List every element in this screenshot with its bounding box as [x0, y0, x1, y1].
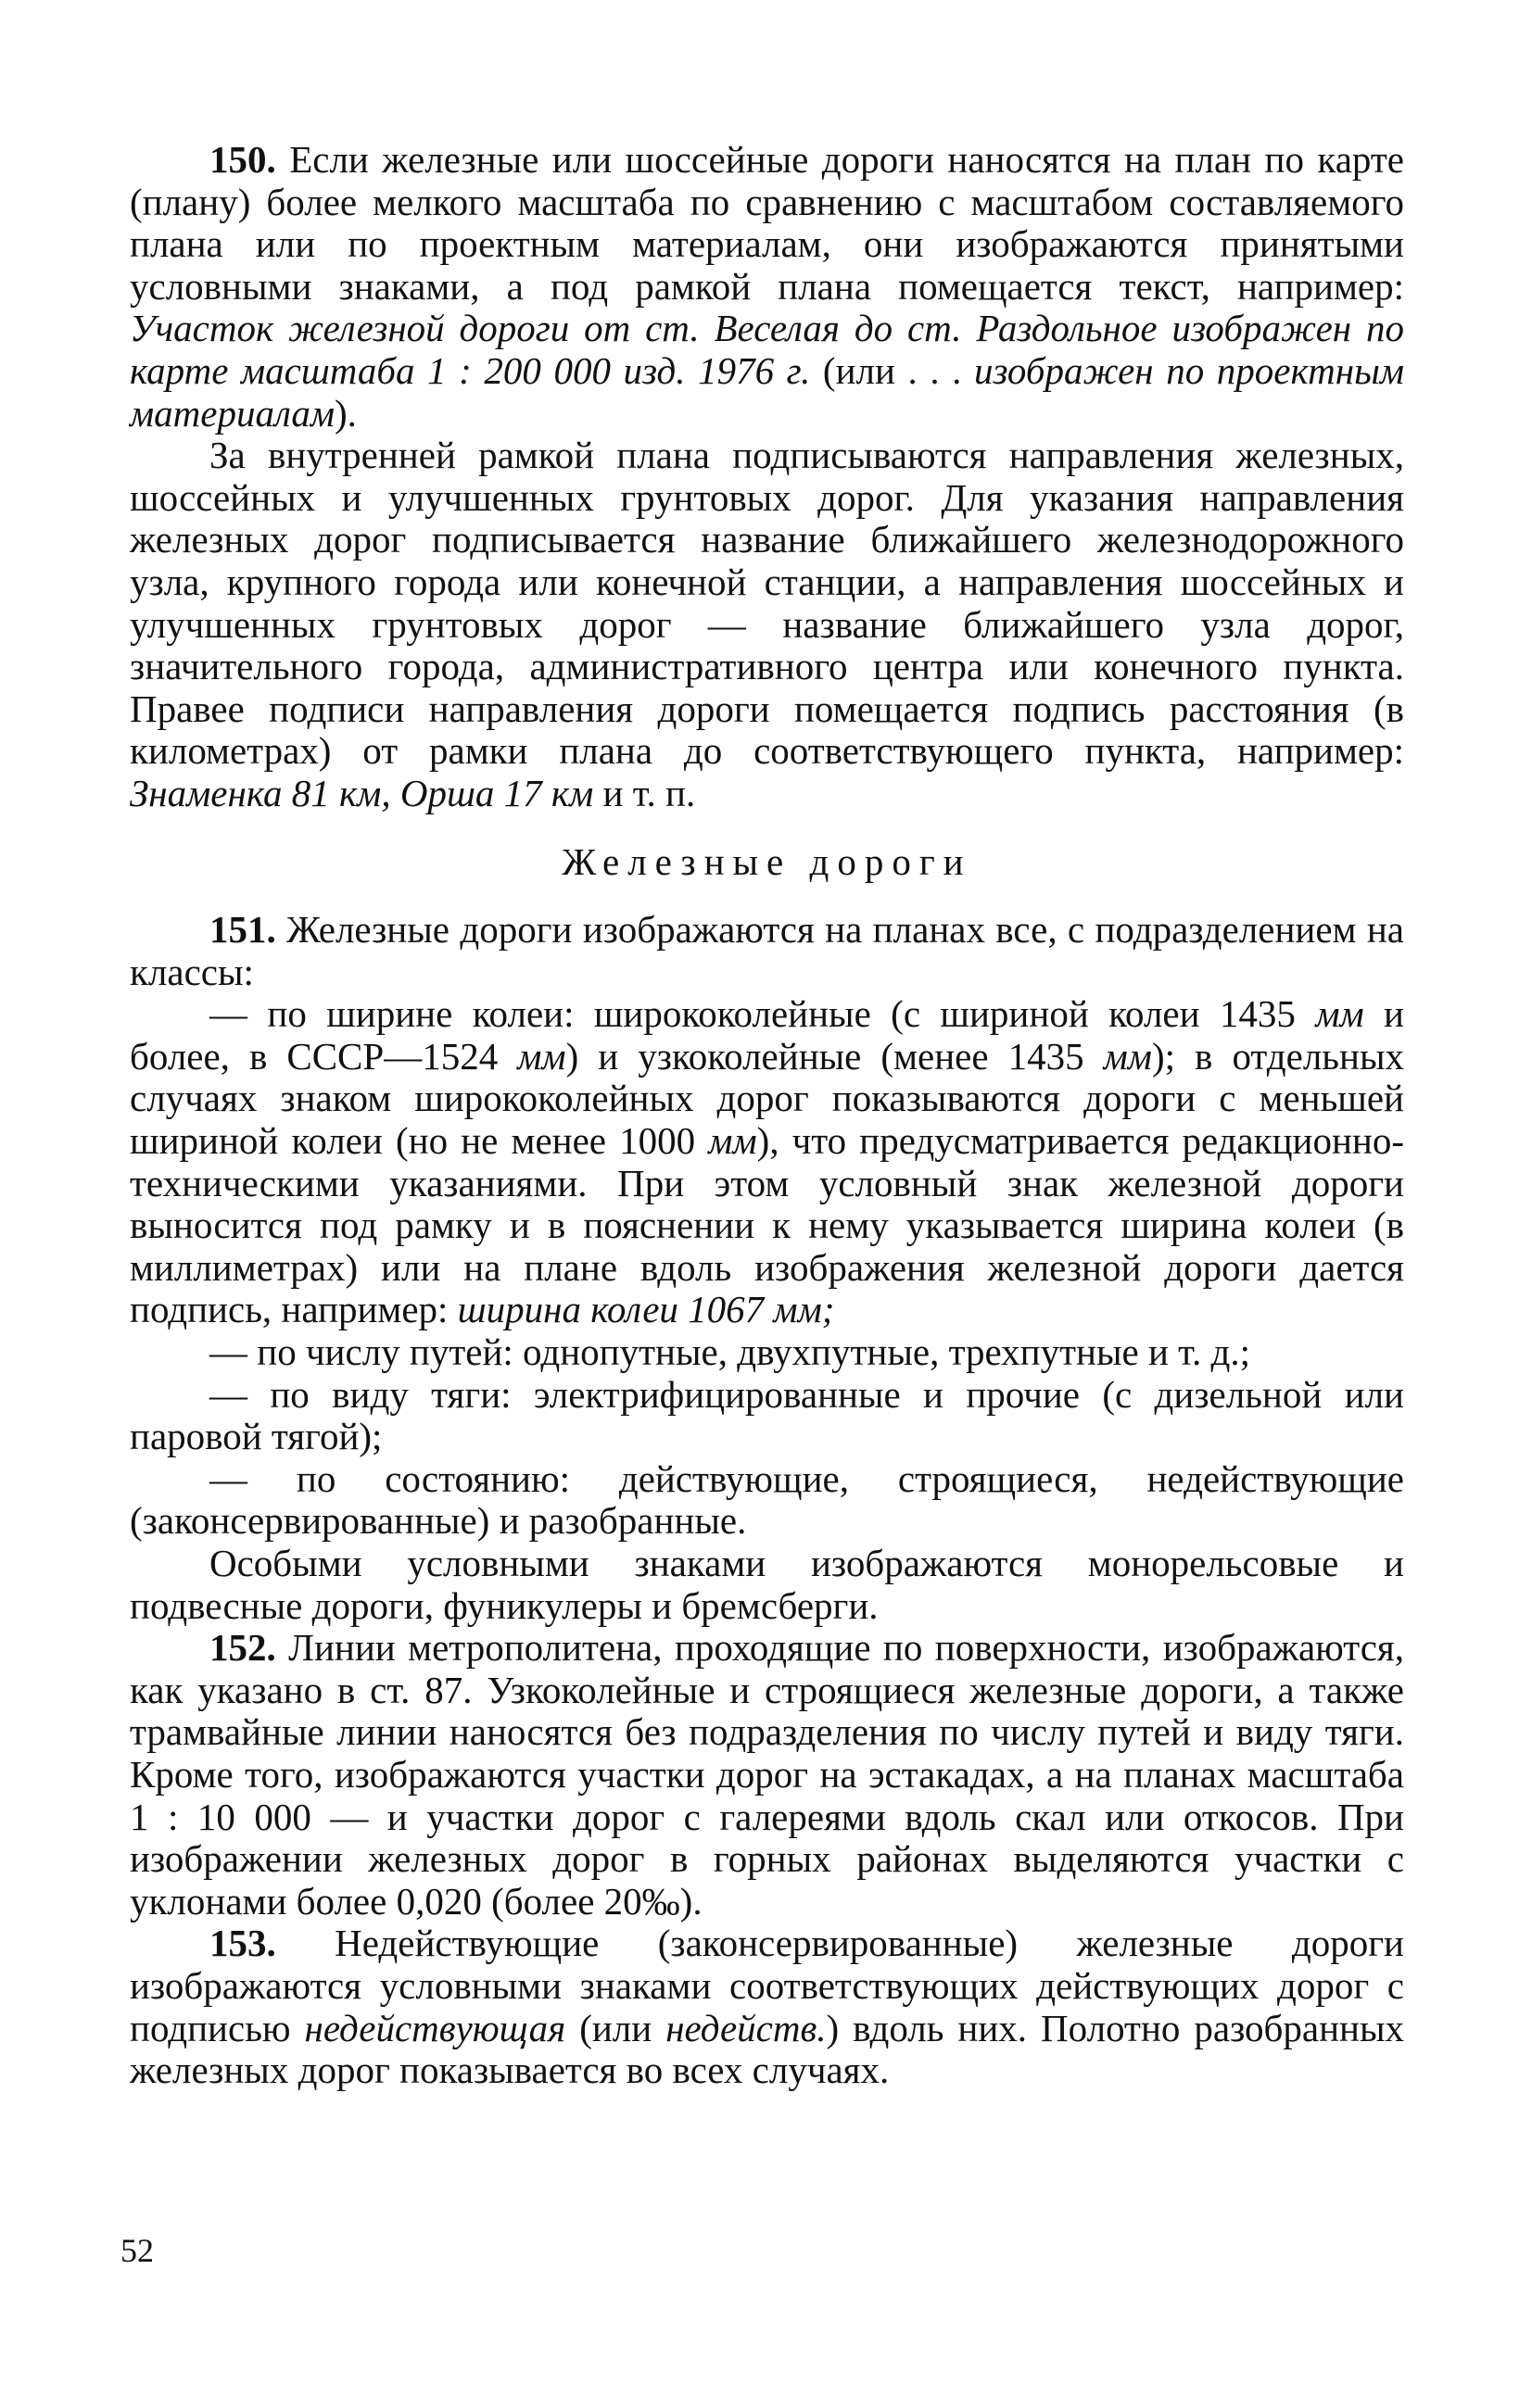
unit-mm: мм: [1315, 992, 1364, 1036]
unit-mm: мм: [708, 1119, 757, 1163]
paragraph-special-signs: Особыми условными знаками изображаются монорельсовые и подвесные дороги, фуникулеры и бремсберги.: [130, 1542, 1404, 1627]
paragraph-text: ).: [335, 391, 357, 435]
paragraph-150: [130, 139, 1404, 435]
paragraph-150-continued: [130, 435, 1404, 814]
list-item-traction: — по виду тяги: электрифицированные и прочие (с дизельной или паровой тягой);: [130, 1372, 1404, 1458]
paragraph-text: ); в отдельных случаях знаком ширококолейных дорог показываются дороги с меньшей шириной колеи (но не менее 1000: [130, 1034, 1404, 1163]
unit-mm: мм: [517, 1034, 566, 1078]
paragraph-text: Линии метрополитена, проходящие по поверхности, изображаются, как указано в ст. 87. Узкоколейные и строящиеся железные дороги, а также трамвайные линии наносятся без подразделения по числу путей и виду тяги. Кроме того, изображаются участки дорог на эстакадах, а на планах масштаба 1 : 10 000 — и участки дорог с галереями вдоль скал или откосов. При изображении железных дорог в горных районах выделяются участки с уклонами более 0,020 (более 20‰).: [130, 1626, 1404, 1923]
italic-example: Знаменка 81 км, Орша 17 км: [130, 771, 594, 814]
list-item-tracks: — по числу путей: однопутные, двухпутные, трехпутные и т. д.;: [209, 1330, 1250, 1374]
unit-mm: мм: [1103, 1034, 1152, 1078]
paragraph-text: Железные дороги изображаются на планах все, с подразделением на классы:: [130, 908, 1404, 993]
italic-example: Участок железной дороги от ст. Веселая до ст. Раздольное изображен по карте масштаба 1 : 200 000 изд. 1976 г.: [130, 307, 1404, 392]
article-number: 153.: [209, 1922, 276, 1965]
italic-example: недействующая: [304, 2006, 566, 2049]
page-number: 52: [120, 2232, 154, 2269]
list-item-state: — по состоянию: действующие, строящиеся, недействующие (законсервированные) и разобранные.: [130, 1456, 1404, 1543]
article-number: 151.: [209, 908, 276, 952]
paragraph-151: [130, 909, 1404, 993]
paragraph-text: Если железные или шоссейные дороги наносятся на план по карте (плану) более мелкого масштаба по сравнению с масштабом составляемого плана или по проектным материалам, они изображаются принятыми условными знаками, а под рамкой плана помещается текст, например:: [130, 138, 1404, 308]
paragraph-153: [130, 1923, 1404, 2091]
paragraph-text: ) вдоль них. Полотно разобранных железных дорог показывается во всех случаях.: [130, 2006, 1405, 2092]
paragraph-text: (или: [565, 2006, 666, 2049]
paragraph-text: Недействующие (законсервированные) железные дороги изображаются условными знаками соответствующих действующих дорог с подписью: [130, 1922, 1404, 2049]
paragraph-text: За внутренней рамкой плана подписываются направления железных, шоссейных и улучшенных грунтовых дорог. Для указания направления железных дорог подписывается название ближайшего железнодорожного узла, крупного города или конечной станции, а направления шоссейных и улучшенных грунтовых дорог — название ближайшего узла дорог, значительного города, административного центра или конечного пункта. Правее подписи направления дороги помещается подпись расстояния (в километрах) от рамки плана до соответствующего пункта, например:: [130, 434, 1404, 773]
paragraph-text: ), что предусматривается редакционно-техническими указаниями. При этом условный знак железной дороги выносится под рамку и в пояснении к нему указывается ширина колеи (в миллиметрах) или на плане вдоль изображения железной дороги дается подпись, например:: [130, 1119, 1404, 1331]
italic-example: ширина колеи 1067 мм;: [457, 1288, 835, 1331]
paragraph-text: — по ширине колеи: ширококолейные (с шириной колеи 1435: [209, 992, 1316, 1036]
list-item-gauge: [130, 993, 1404, 1331]
article-number: 150.: [209, 138, 276, 181]
paragraph-text: и более, в СССР—1524: [130, 992, 1404, 1078]
article-number: 152.: [209, 1626, 276, 1670]
section-heading: Железные дороги: [562, 839, 972, 883]
paragraph-text: ) и узкоколейные (менее 1435: [565, 1034, 1104, 1078]
body-text: [130, 139, 1404, 2092]
paragraph-text: (или . . .: [810, 348, 974, 392]
italic-example: недейств.: [665, 2006, 827, 2049]
paragraph-152: [130, 1627, 1404, 1923]
italic-example: изображен по проектным материалам: [130, 348, 1404, 435]
paragraph-text: и т. п.: [593, 771, 696, 814]
